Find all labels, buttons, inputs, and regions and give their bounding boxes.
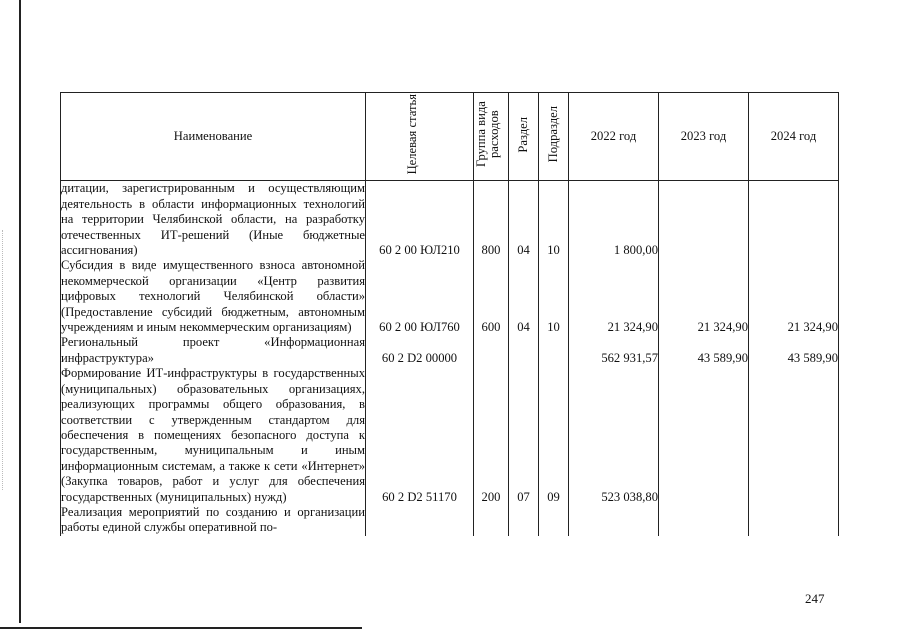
row-code: 60 2 00 ЮЛ210: [366, 181, 474, 259]
table-row: [61, 505, 839, 536]
row-section: 04: [509, 258, 539, 335]
row-subsection: 10: [539, 181, 569, 259]
scan-bottom-edge: [0, 627, 362, 629]
row-group: 200: [474, 366, 509, 505]
row-2024: 21 324,90: [749, 258, 839, 335]
row-2023: 21 324,90: [659, 258, 749, 335]
header-2024: 2024 год: [749, 93, 839, 181]
header-section: Раздел: [509, 93, 539, 181]
row-name: Реализация мероприятий по созданию и организации работы единой службы оперативной по-: [61, 504, 365, 535]
table-header-row: [61, 93, 839, 181]
row-subsection: 09: [539, 366, 569, 505]
row-2023: [659, 366, 749, 505]
row-code: 60 2 00 ЮЛ760: [366, 258, 474, 335]
row-group: 800: [474, 181, 509, 259]
row-code: 60 2 D2 51170: [366, 366, 474, 505]
row-group: 600: [474, 258, 509, 335]
row-name: Формирование ИТ-инфраструктуры в государственных (муниципальных) образовательных организациях, реализующих программы общего образования, в соответствии с утвержденным стандартом для обеспечения в помещениях безопасного доступа к государственным, муниципальным и иным информационным системам, а также к сети «Интернет» (Закупка товаров, работ и услуг для обеспечения государственных (муниципальных) нужд): [61, 366, 365, 504]
row-section: 07: [509, 366, 539, 505]
row-group: [474, 505, 509, 536]
header-2023: 2023 год: [659, 93, 749, 181]
row-section: 04: [509, 181, 539, 259]
header-target: Целевая статья: [366, 93, 474, 181]
row-subsection: 10: [539, 258, 569, 335]
row-2022: 562 931,57: [569, 335, 659, 366]
row-group: [474, 335, 509, 366]
row-2022: 1 800,00: [569, 181, 659, 259]
row-2024: [749, 505, 839, 536]
scan-artifact-dots: [2, 230, 4, 490]
page-number: 247: [805, 591, 825, 606]
row-2023: [659, 181, 749, 259]
row-2023: [659, 505, 749, 536]
header-2022: 2022 год: [569, 93, 659, 181]
budget-table: [60, 92, 839, 536]
row-subsection: [539, 505, 569, 536]
table-row: [61, 258, 839, 335]
row-code: 60 2 D2 00000: [366, 335, 474, 366]
row-subsection: [539, 335, 569, 366]
header-name: Наименование: [61, 93, 366, 181]
scan-left-edge: [19, 0, 21, 623]
row-2022: 523 038,80: [569, 366, 659, 505]
row-2024: 43 589,90: [749, 335, 839, 366]
row-name: дитации, зарегистрированным и осуществляющим деятельность в области информационных технологий на территории Челябинской области, на разработку отечественных ИТ-решений (Иные бюджетные ассигнования): [61, 181, 365, 258]
row-name: Субсидия в виде имущественного взноса автономной некоммерческой организации «Центр развития цифровых технологий Челябинской области» (Предоставление субсидий бюджетным, автономным учреждениям и иным некоммерческим организациям): [61, 258, 365, 335]
row-section: [509, 335, 539, 366]
row-name: Региональный проект «Информационная инфраструктура»: [61, 335, 365, 365]
header-group: Группа вида расходов: [474, 93, 509, 181]
row-2023: 43 589,90: [659, 335, 749, 366]
row-2024: [749, 366, 839, 505]
header-subsection: Подраздел: [539, 93, 569, 181]
table-row: [61, 335, 839, 366]
row-2024: [749, 181, 839, 259]
row-2022: [569, 505, 659, 536]
row-section: [509, 505, 539, 536]
row-2022: 21 324,90: [569, 258, 659, 335]
table-row: [61, 181, 839, 259]
row-code: [366, 505, 474, 536]
table-row: [61, 366, 839, 505]
